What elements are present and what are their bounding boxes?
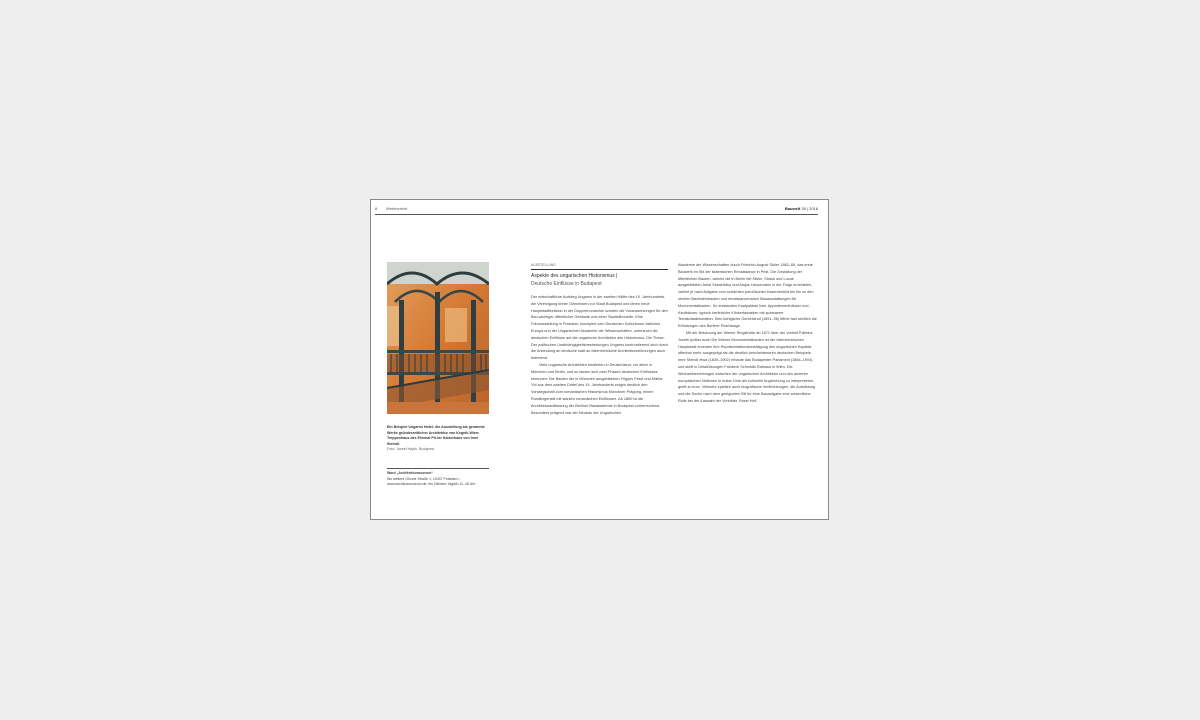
- caption-lead: Ein Beispiel Ungarns Hotel: die Ausstellung als genannte Werke gründerzeitlicher Architektur von Kegnik-Wien: Treppenhaus des Ehemal Pri-ter Kaiserhaus von Imre Steindl.: [387, 425, 485, 446]
- masthead: [785, 205, 818, 213]
- caption-credit: Foto: József Hajdu, Budapest: [387, 447, 435, 452]
- info-text: Wo weitere Ghzzte Straße 1; 10437 Potsdam • www.aschituzmuseum.de, bis Oktober: täglich 11–18 Uhr: [387, 476, 476, 486]
- body-paragraph: Akademie der Wissenschaften durch Friedrich August Stüler 1862–65, das erste Bauwerk im Stil der italienischen Renaissance in Pest. Die Gestaltung der öffentlichen Bauten, welche die in Berlin bei Stüler, Strack und Lucae ausgebildeten Antal Szkalnitzky und Alajos Hauszmann in der Folge errichteten, variiert je nach Aufgabe vom schlichten preußischen Kasernenbild bis hin zu den reichen Backsteinbauten und renaissancenahen Bauausstattungen für Monumentalbauten. So entstanden Kaufpaläste bzw. Appartementhäuser und -Kaufhäuser, typisch berlinische Klinkerfassaden mit sparsamer Terrakottadekoration. Sein königliche Gerichtshof (1891–96) öffnet fast wörtlich die Erfindungen des Berliner Reichstags.: [678, 263, 817, 329]
- article-column-2: [678, 262, 817, 405]
- exhibition-info: [387, 468, 489, 488]
- kicker-rule: [531, 269, 668, 270]
- masthead-issue: 38 | 2016: [801, 206, 818, 211]
- section-name: Werkbericht: [386, 206, 408, 211]
- article-column-1: [531, 262, 668, 416]
- body-paragraph: Mit der Bebauung der Wiener Ringstraße ab 1871 über der Vorbild Palfeins Josefs Ipoltax auch Die Wiener Monumentalbauten ist der österreichischen Hauptstadt erzeuten ihre Repräsentationsbestätigung des ungarischen Kapitals offenbar mehr ausgeprägt als die deutlich bescheideneren deutschen Beispiele. Imre Steindl etwa (1839–1902) erbaute das Budapester Parlament (1884–1904) und stellt in Detaillösungen Friedrich Schmidts Rathaus in Wien. Die Wechselbeziehungen zwischen der ungarischen Architektur und den anderen europäischen Nationen in erster Linie als kulturelle Angleichung zu interpretieren, greift zu kurz. Vielmehr spielten auch biografische Verflechtungen, die Ausbildung und die Suche nach dem geeigneten Stil für eine Bauaufgabe eine wesentliche Rolle bei der Auswahl der Vorbilder. Rosel Hell: [678, 330, 815, 403]
- magazine-spread: [370, 199, 829, 520]
- photo-caption: [387, 425, 489, 453]
- staircase-photo: [387, 262, 489, 414]
- header-rule: [375, 214, 818, 215]
- article-kicker: AUSSTELLUNG: [531, 263, 556, 267]
- info-label: Ward „Architekturmuseum“: [387, 471, 434, 475]
- page-number: 6: [375, 206, 378, 211]
- page-header: [375, 205, 818, 213]
- body-paragraph: Viele ungarische Architekten studierten in Deutschland, vor allem in München und Berlin, und so lassen sich zwei Phasen deutschen Einflusses erkennen: Die Bauten der in München ausgebildeten Frigyes Feszl und Miklós Ybl aus dem zweiten Drittel des 19. Jahrhunderts zeigen deutlich den Vorwiegschaft zum romantischen Historismus Münchner Prägung, einem Rundbogenstil mit starken romanischen Einflüssen. Ab 1860 ist die Architekturauffassung der Berliner Bauakademie in Budapest vorherrschend. Besonders prägend war der Neubau der Ungarischen: [531, 362, 663, 415]
- masthead-brand: Bauwelt: [784, 206, 801, 211]
- article-subtitle: Deutsche Einflüsse in Budapest: [531, 280, 602, 287]
- article-title: Aspekte des ungarischen Historismus |: [531, 273, 618, 279]
- body-paragraph: Der wirtschaftliche Aufstieg Ungarns in der zweiten Hälfte des 19. Jahrhunderts, die Vereinigung dreier Gemeinden zur Stadt Budapest und deren neue Hauptstadtfunktion in der Doppelmonarchie schufen die Voraussetzungen für den Bau wichtiger öffentlicher Gebäude und einer Stadtsilhouette. Eine Fotoausstellung in Potsdam, konzipiert vom Deutschen Kulturforum östliches Europa und der Ungarischen Akademie der Wissenschaften, untersucht die deutschen Einflüsse auf die ungarische Architektur des Historismus. Die These: Der politischen Unabhängigkeitsbestrebungen Ungarns konfrontierend sind durch die Anbindung an deutsche statt an österreichische Architekturströmungen auch befreiend.: [531, 295, 668, 361]
